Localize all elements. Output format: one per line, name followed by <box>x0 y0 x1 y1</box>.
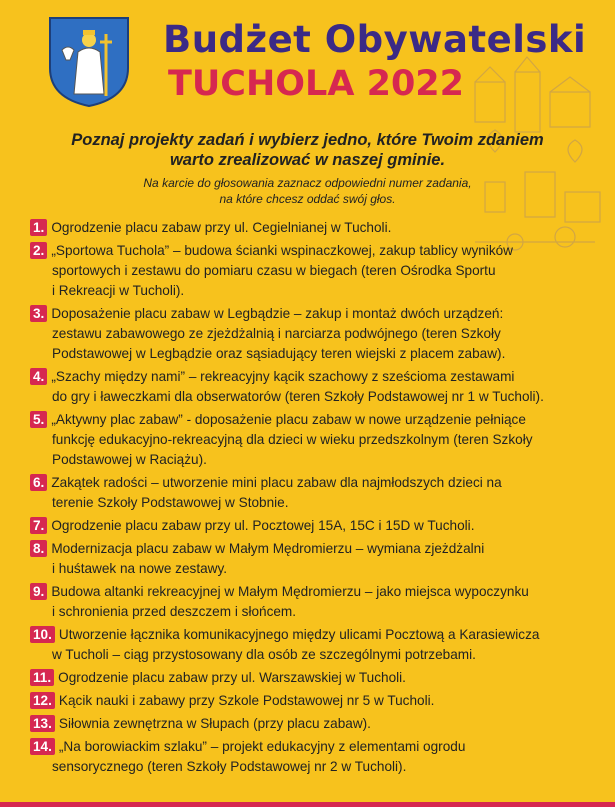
page-subtitle: TUCHOLA 2022 <box>168 64 465 104</box>
project-item <box>30 737 600 777</box>
project-item <box>30 714 600 734</box>
project-number-badge: 6. <box>30 474 47 491</box>
project-text-line: terenie Szkoły Podstawowej w Stobnie. <box>52 495 289 510</box>
project-text-line: Podstawowej w Raciążu). <box>52 452 207 467</box>
intro-note-line: Na karcie do głosowania zaznacz odpowiedni numer zadania, <box>143 176 472 190</box>
project-text-line: Siłownia zewnętrzna w Słupach (przy placu zabaw). <box>58 716 371 731</box>
project-number-badge: 13. <box>30 715 55 732</box>
project-item <box>30 410 600 470</box>
project-number-badge: 4. <box>30 368 47 385</box>
project-text-line: sportowych i zestawu do pomiaru czasu w biegach (teren Ośrodka Sportu <box>52 263 496 278</box>
project-item <box>30 582 600 622</box>
project-text-line: funkcję edukacyjno-rekreacyjną dla dzieci w wieku przedszkolnym (teren Szkoły <box>52 432 533 447</box>
project-item <box>30 367 600 407</box>
project-text-line: i huśtawek na nowe zestawy. <box>52 561 228 576</box>
project-text-line: Ogrodzenie placu zabaw przy ul. Pocztowej 15A, 15C i 15D w Tucholi. <box>51 518 475 533</box>
project-item <box>30 625 600 665</box>
project-text-line: i Rekreacji w Tucholi). <box>52 283 185 298</box>
project-text-line: Budowa altanki rekreacyjnej w Małym Mędromierzu – jako miejsca wypoczynku <box>51 584 529 599</box>
project-number-badge: 3. <box>30 305 47 322</box>
project-item <box>30 691 600 711</box>
project-text-line: „Aktywny plac zabaw” - doposażenie placu zabaw w nowe urządzenie pełniące <box>51 412 526 427</box>
coat-of-arms-icon <box>48 16 130 108</box>
project-item <box>30 668 600 688</box>
intro-line: warto zrealizować w naszej gminie. <box>169 151 446 169</box>
project-item <box>30 304 600 364</box>
project-item <box>30 539 600 579</box>
project-text-line: Podstawowej w Legbądzie oraz sąsiadujący teren wiejski z placem zabaw). <box>52 346 506 361</box>
intro-line: Poznaj projekty zadań i wybierz jedno, które Twoim zdaniem <box>71 131 544 149</box>
project-number-badge: 2. <box>30 242 47 259</box>
project-text-line: Kącik nauki i zabawy przy Szkole Podstawowej nr 5 w Tucholi. <box>58 693 435 708</box>
page-title: Budżet Obywatelski <box>163 18 587 61</box>
project-number-badge: 5. <box>30 411 47 428</box>
project-number-badge: 11. <box>30 669 54 686</box>
intro-note-line: na które chcesz oddać swój głos. <box>219 192 396 206</box>
project-item <box>30 516 600 536</box>
project-item <box>30 473 600 513</box>
project-text-line: Zakątek radości – utworzenie mini placu zabaw dla najmłodszych dzieci na <box>51 475 502 490</box>
project-list <box>30 218 600 780</box>
project-text-line: Utworzenie łącznika komunikacyjnego między ulicami Pocztową a Karasiewicza <box>58 627 540 642</box>
project-text-line: i schronienia przed deszczem i słońcem. <box>52 604 297 619</box>
project-text-line: w Tucholi – ciąg przystosowany dla osób ze szczególnymi potrzebami. <box>52 647 476 662</box>
bottom-bar <box>0 802 615 807</box>
project-text-line: Doposażenie placu zabaw w Legbądzie – zakup i montaż dwóch urządzeń: <box>51 306 504 321</box>
project-text-line: „Na borowiackim szlaku” – projekt edukacyjny z elementami ogrodu <box>58 739 466 754</box>
project-item <box>30 218 600 238</box>
project-number-badge: 14. <box>30 738 55 755</box>
project-text-line: zestawu zabawowego ze zjeżdżalnią i narciarza podwójnego (teren Szkoły <box>52 326 501 341</box>
project-text-line: do gry i ławeczkami dla obserwatorów (teren Szkoły Podstawowej nr 1 w Tucholi). <box>52 389 544 404</box>
project-text-line: Ogrodzenie placu zabaw przy ul. Cegielnianej w Tucholi. <box>51 220 392 235</box>
project-text-line: Modernizacja placu zabaw w Małym Mędromierzu – wymiana zjeżdżalni <box>51 541 485 556</box>
project-text-line: sensorycznego (teren Szkoły Podstawowej nr 2 w Tucholi). <box>52 759 407 774</box>
project-item <box>30 241 600 301</box>
project-number-badge: 1. <box>30 219 47 236</box>
project-text-line: „Szachy między nami” – rekreacyjny kącik szachowy z sześcioma zestawami <box>51 369 515 384</box>
intro-note <box>0 175 615 207</box>
project-number-badge: 12. <box>30 692 55 709</box>
project-text-line: „Sportowa Tuchola” – budowa ścianki wspinaczkowej, zakup tablicy wyników <box>51 243 513 258</box>
intro-heading <box>0 130 615 170</box>
project-text-line: Ogrodzenie placu zabaw przy ul. Warszawskiej w Tucholi. <box>58 670 406 685</box>
project-number-badge: 9. <box>30 583 47 600</box>
project-number-badge: 7. <box>30 517 47 534</box>
project-number-badge: 10. <box>30 626 55 643</box>
project-number-badge: 8. <box>30 540 47 557</box>
